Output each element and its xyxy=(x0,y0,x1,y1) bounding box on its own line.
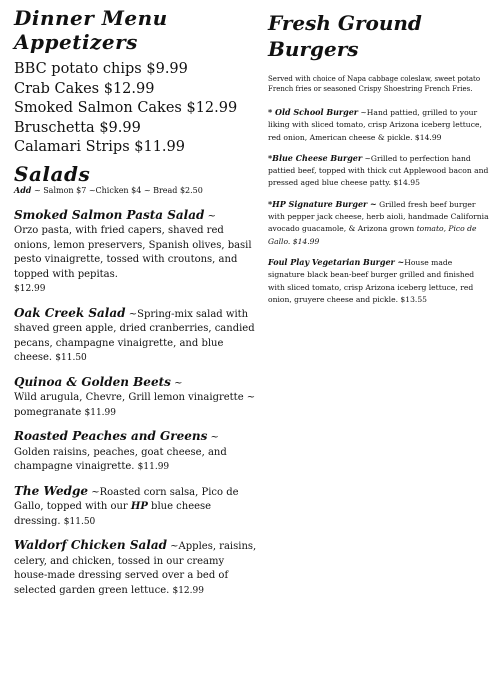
salad-price: $11.50 xyxy=(55,353,87,363)
burgers-heading-line1: Fresh Ground xyxy=(268,11,422,35)
burger-item: *Blue Cheese Burger ~Grilled to perfection hand pattied beef, topped with thick cut Applewood bacon and pressed aged blue cheese patty. $14.95 xyxy=(268,152,489,188)
burger-name: * Old School Burger xyxy=(268,107,359,117)
left-column xyxy=(14,0,260,598)
appetizer-item: BBC potato chips $9.99 xyxy=(14,61,188,77)
salad-item: The Wedge ~Roasted corn salsa, Pico de Gallo, topped with our HP blue cheese dressing. $11.50 xyxy=(14,483,239,527)
burger-name: *Blue Cheese Burger xyxy=(268,152,363,163)
salads-heading: Salads xyxy=(14,161,91,186)
salad-price: $11.99 xyxy=(137,462,170,472)
salad-item: Waldorf Chicken Salad ~Apples, raisins, celery, and chicken, tossed in our creamy house-made dressing served over a bed of selected garden green lettuce. $12.99 xyxy=(14,538,257,596)
right-column xyxy=(268,0,490,306)
burger-name: Foul Play Vegetarian Burger ~ xyxy=(268,256,405,267)
hp-logo: HP xyxy=(130,501,148,512)
salad-name: Smoked Salmon Pasta Salad xyxy=(14,207,205,222)
salad-item: Roasted Peaches and Greens ~ Golden raisins, peaches, goat cheese, and champagne vinaigrette. $11.99 xyxy=(14,429,227,472)
salad-name: Oak Creek Salad xyxy=(14,305,126,320)
salad-description: Spring-mix salad with shaved green apple, dried cranberries, candied pecans, champagne vinaigrette, and blue cheese. xyxy=(14,308,255,363)
burger-price: $14.99 xyxy=(292,236,320,246)
salad-description: Golden raisins, peaches, goat cheese, and champagne vinaigrette. xyxy=(14,446,227,472)
burgers-heading-line2: Burgers xyxy=(268,37,359,61)
appetizer-item: Crab Cakes $12.99 xyxy=(14,80,155,97)
salad-price: $11.50 xyxy=(63,516,96,527)
appetizer-item: Bruschetta $9.99 xyxy=(14,119,141,136)
burger-name: *HP Signature Burger ~ xyxy=(268,198,377,209)
burger-description: Grilled to perfection hand pattied beef, topped with thick cut Applewood bacon and pressed aged blue cheese patty. xyxy=(268,153,489,188)
salad-price: $12.99 xyxy=(14,284,46,294)
salad-add-ons xyxy=(14,185,260,196)
burger-description: Grilled fresh beef burger with pepper jack cheese, herb aioli, handmade California avocado guacamole, & Arizona grown xyxy=(268,199,489,234)
burger-price: $14.99 xyxy=(414,132,442,142)
burger-description-italic: tomato, Pico de Gallo. xyxy=(268,224,477,246)
salad-item: Quinoa & Golden Beets ~ Wild arugula, Chevre, Grill lemon vinaigrette ~ pomegranate $11.99 xyxy=(14,374,256,418)
salad-name: Quinoa & Golden Beets xyxy=(14,374,171,389)
salad-item: Oak Creek Salad ~Spring-mix salad with shaved green apple, dried cranberries, candied pecans, champagne vinaigrette, and blue cheese. $11.50 xyxy=(14,305,255,363)
salad-description: Apples, raisins, celery, and chicken, tossed in our creamy house-made dressing served over a bed of selected garden green lettuce. xyxy=(14,541,257,596)
burger-price: $13.55 xyxy=(400,294,427,304)
burger-item: * Old School Burger ~Hand pattied, grilled to your liking with sliced tomato, crisp Arizona iceberg lettuce, red onion, American cheese & pickle. $14.99 xyxy=(268,107,482,142)
salad-item: Smoked Salmon Pasta Salad ~ Orzo pasta, with fried capers, shaved red onions, lemon preservers, Spanish olives, basil pesto vinaigrette, tossed with croutons, and topped with pepitas. $12.99 xyxy=(14,207,252,294)
burger-description: House made signature black bean-beef burger grilled and finished with sliced tomato, crisp Arizona iceberg lettuce, red onion, gruyere cheese and pickle. xyxy=(268,257,475,304)
burger-description: Hand pattied, grilled to your liking with sliced tomato, crisp Arizona iceberg lettuce, red onion, American cheese & pickle. xyxy=(268,108,482,142)
add-options: ~ Salmon $7 ~Chicken $4 ~ Bread $2.50 xyxy=(31,185,203,195)
burger-item xyxy=(268,256,490,306)
salad-name: Waldorf Chicken Salad xyxy=(14,538,167,552)
salad-description: Orzo pasta, with fried capers, shaved red onions, lemon preservers, Spanish olives, basil pesto vinaigrette, tossed with croutons, and topped with pepitas. xyxy=(14,225,252,280)
salad-price: $11.99 xyxy=(84,407,116,418)
salad-name: The Wedge xyxy=(14,483,89,498)
burgers-intro: Served with choice of Napa cabbage coleslaw, sweet potato French fries or seasoned Crispy Shoestring French Fries. xyxy=(268,75,481,93)
salad-price: $12.99 xyxy=(172,585,204,596)
appetizer-list xyxy=(14,60,260,158)
add-label: Add xyxy=(14,184,32,195)
appetizers-heading: Appetizers xyxy=(14,30,138,54)
appetizer-item: Calamari Strips $11.99 xyxy=(14,139,185,155)
appetizer-item: Smoked Salmon Cakes $12.99 xyxy=(14,100,238,116)
burger-item xyxy=(268,198,490,248)
burger-price: $14.95 xyxy=(393,178,420,188)
salad-description: Wild arugula, Chevre, Grill lemon vinaigrette ~ pomegranate xyxy=(14,392,256,418)
burgers-heading xyxy=(268,10,490,62)
page-title: Dinner Menu xyxy=(14,6,168,30)
salad-name: Roasted Peaches and Greens xyxy=(14,429,208,443)
salad-description: Roasted corn salsa, Pico de Gallo, topped with our xyxy=(14,486,239,512)
